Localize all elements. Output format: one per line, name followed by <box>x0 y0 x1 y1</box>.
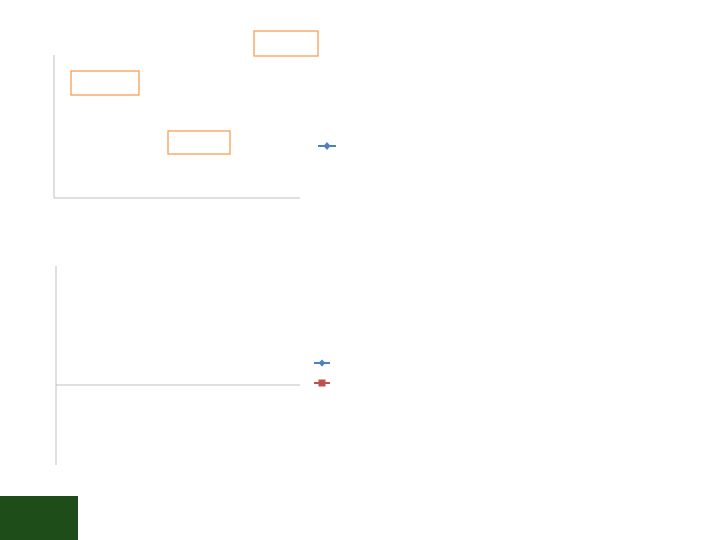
stage-box-2 <box>168 131 230 154</box>
legend-pmg-marker <box>319 380 326 387</box>
stage-box-3 <box>254 31 318 56</box>
legend-pme-marker <box>319 360 326 367</box>
stage-box-1 <box>71 71 139 95</box>
total-product-chart <box>54 31 336 198</box>
average-marginal-chart <box>56 266 330 465</box>
legend-pt-marker <box>324 142 331 150</box>
charts-panel <box>0 0 357 496</box>
charts-svg <box>0 0 357 496</box>
legend-pmg <box>314 380 330 387</box>
explanation-text <box>368 10 707 21</box>
legend-pt <box>318 142 336 150</box>
legend-pme <box>314 360 330 367</box>
